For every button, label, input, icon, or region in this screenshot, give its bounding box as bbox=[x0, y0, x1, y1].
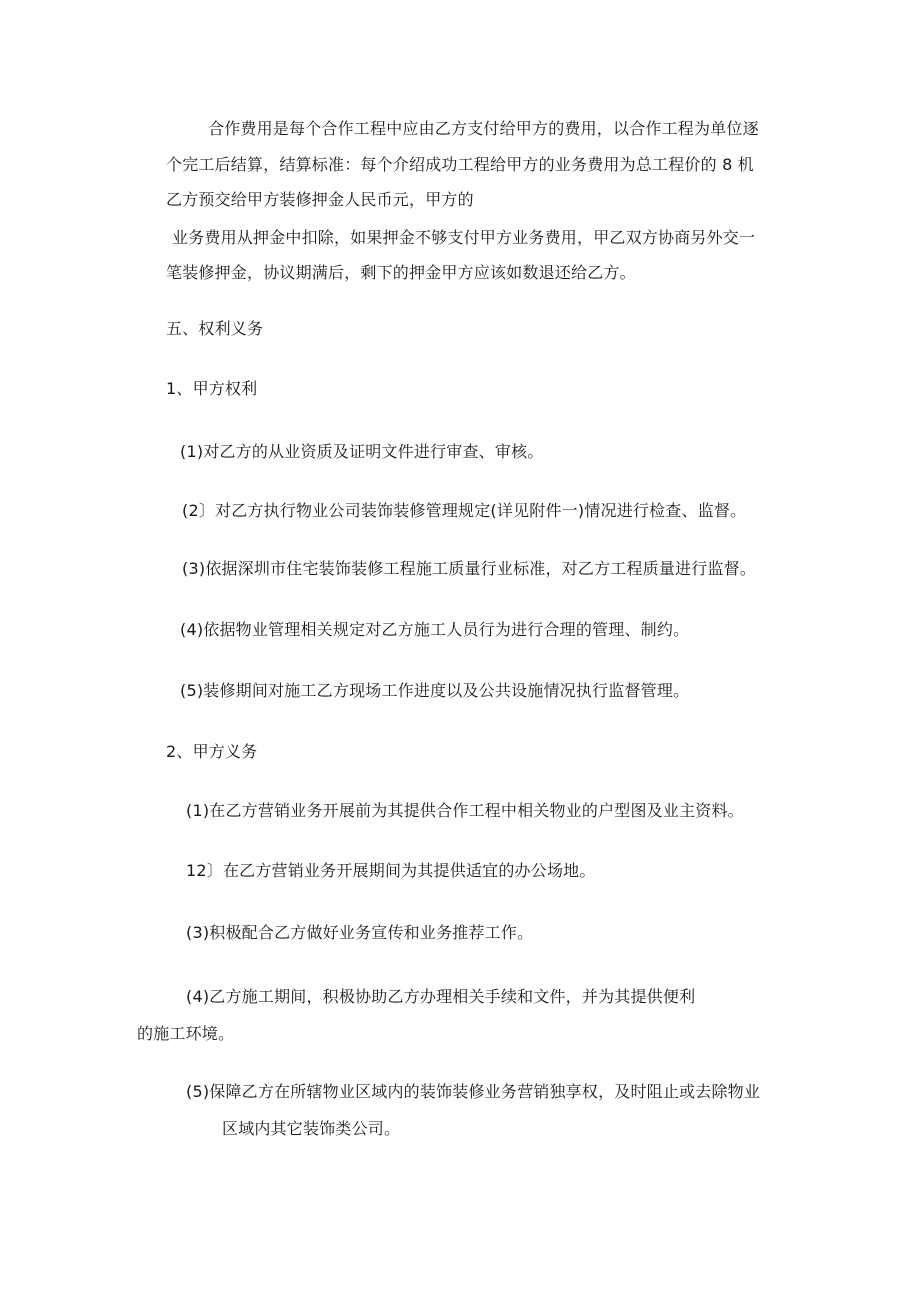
party-a-duties-item-5: (5)保障乙方在所辖物业区域内的装饰装修业务营销独享权，及时阻止或去除物业 bbox=[186, 1082, 761, 1101]
party-a-rights-item-3: (3)依据深圳市住宅装饰装修工程施工质量行业标准，对乙方工程质量进行监督。 bbox=[182, 559, 757, 578]
fee-paragraph-line-5: 笔装修押金，协议期满后，剩下的押金甲方应该如数退还给乙方。 bbox=[166, 263, 636, 282]
fee-paragraph-line-2: 个完工后结算，结算标准：每个介绍成功工程给甲方的业务费用为总工程价的 8 机 bbox=[166, 155, 754, 174]
fee-paragraph-line-1: 合作费用是每个合作工程中应由乙方支付给甲方的费用，以合作工程为单位逐 bbox=[208, 119, 759, 138]
fee-paragraph-line-4: 业务费用从押金中扣除，如果押金不够支付甲方业务费用，甲乙双方协商另外交一 bbox=[172, 228, 756, 247]
party-a-duties-item-4-continued: 的施工环境。 bbox=[137, 1024, 235, 1043]
fee-paragraph-line-3: 乙方预交给甲方装修押金人民币元，甲方的 bbox=[166, 190, 474, 209]
party-a-duties-item-2: 12〕在乙方营销业务开展期间为其提供适宜的办公场地。 bbox=[186, 861, 596, 880]
party-a-duties-title: 2、甲方义务 bbox=[166, 742, 258, 761]
party-a-rights-item-2: (2〕对乙方执行物业公司装饰装修管理规定(详见附件一)情况进行检查、监督。 bbox=[182, 501, 747, 520]
party-a-rights-item-5: (5)装修期间对施工乙方现场工作进度以及公共设施情况执行监督管理。 bbox=[180, 681, 690, 700]
party-a-rights-title: 1、甲方权利 bbox=[166, 379, 258, 398]
party-a-rights-item-1: (1)对乙方的从业资质及证明文件进行审查、审核。 bbox=[180, 442, 544, 461]
party-a-duties-item-3: (3)积极配合乙方做好业务宣传和业务推荐工作。 bbox=[186, 923, 534, 942]
party-a-rights-item-4: (4)依据物业管理相关规定对乙方施工人员行为进行合理的管理、制约。 bbox=[180, 620, 690, 639]
section-five-title: 五、权利义务 bbox=[166, 319, 264, 338]
party-a-duties-item-1: (1)在乙方营销业务开展前为其提供合作工程中相关物业的户型图及业主资料。 bbox=[186, 801, 744, 820]
party-a-duties-item-4: (4)乙方施工期间，积极协助乙方办理相关手续和文件，并为其提供便利 bbox=[186, 987, 696, 1006]
party-a-duties-item-5-continued: 区域内其它装饰类公司。 bbox=[222, 1119, 401, 1138]
